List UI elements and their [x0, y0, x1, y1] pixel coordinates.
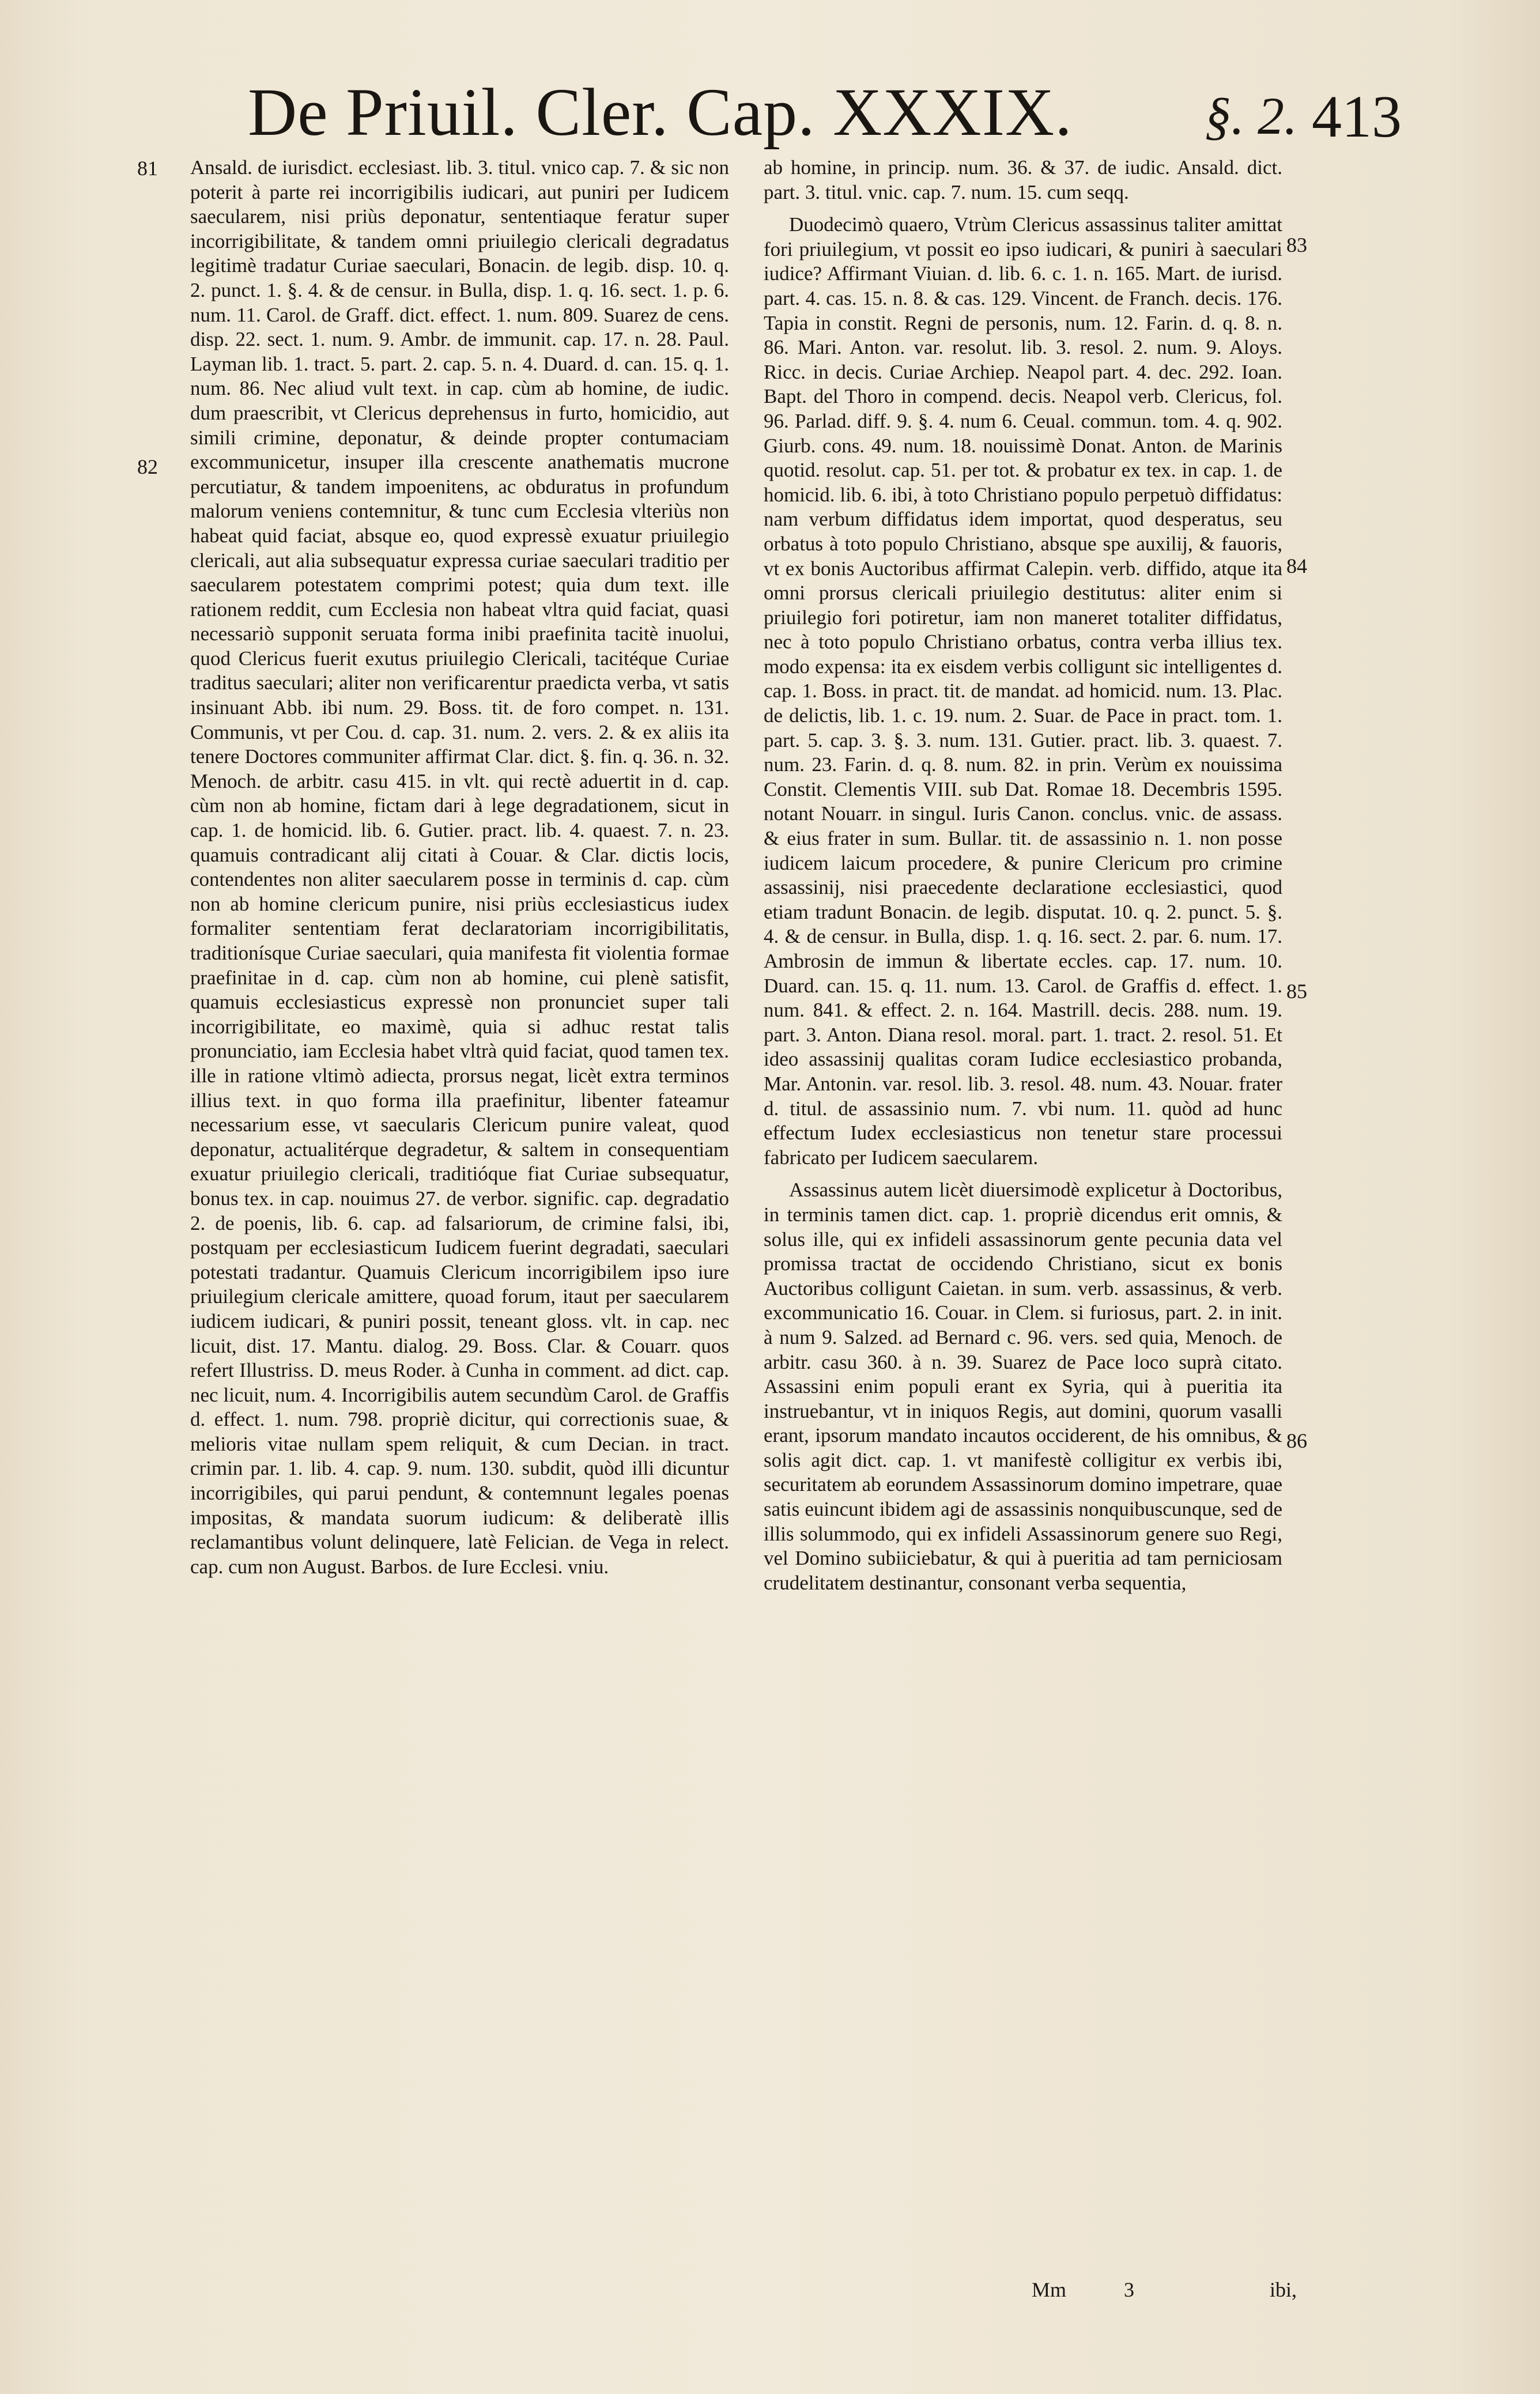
margin-number-86: 86 [1286, 1429, 1307, 1452]
right-paragraph-2: Duodecimò quaero, Vtrùm Clericus assassinus taliter amittat fori priuilegium, vt possit eo ipso iudicari, & puniri à saeculari iudice? Affirmant Viuian. d. lib. 6. c. 1. n. 165. Mart. de iurisd. part. 4. cas. 15. n. 8. & cas. 129. Vincent. de Franch. decis. 176. Tapia in constit. Regni de personis, num. 12. Farin. d. q. 8. n. 86. Mari. Anton. var. resolut. lib. 3. resol. 2. num. 9. Aloys. Ricc. in decis. Curiae Archiep. Neapol part. 4. dec. 292. Ioan. Bapt. del Thoro in compend. decis. Neapol verb. Clericus, fol. 96. Parlad. diff. 9. §. 4. num 6. Ceual. commun. tom. 4. q. 902. Giurb. cons. 49. num. 18. nouissimè Donat. Anton. de Marinis quotid. resolut. cap. 51. per tot. & probatur ex tex. in cap. 1. de homicid. lib. 6. ibi, à toto Christiano populo perpetuò diffidatus: nam verbum diffidatus idem importat, quod desperatus, seu orbatus à toto populo Christiano, absque spe auxilij, & fauoris, vt ex bonis Auctoribus affirmat Calepin. verb. diffido, atque ita omni prorsus clericali priuilegio destitutus: aliter enim si priuilegio fori potiretur, iam non maneret totaliter diffidatus, nec à toto populo Christiano orbatus, contra verba illius tex. modo expensa: ita ex eisdem verbis colligunt sic intelligentes d. cap. 1. Boss. in pract. tit. de mandat. ad homicid. num. 13. Plac. de delictis, lib. 1. c. 19. num. 2. Suar. de Pace in pract. tom. 1. part. 5. cap. 3. §. 3. num. 131. Gutier. pract. lib. 3. quaest. 7. num. 23. Farin. d. q. 8. num. 82. in prin. Verùm ex nouissima Constit. Clementis VIII. sub Dat. Romae 18. Decembris 1595. notant Nouarr. in singul. Iuris Canon. conclus. vnic. de assass. & eius frater in sum. Bullar. tit. de assassinio n. 1. non posse iudicem laicum procedere, & punire Clericum pro crimine assassinij, nisi praecedente declaratione ecclesiastici, quod etiam tradunt Bonacin. de legib. disputat. 10. q. 2. punct. 5. §. 4. & de censur. in Bulla, disp. 1. q. 16. sect. 2. par. 6. num. 17. Ambrosin de immun & libertate eccles. cap. 17. num. 10. Duard. can. 15. q. 11. num. 13. Carol. de Graffis d. effect. 1. num. 841. & effect. 2. n. 164. Mastrill. decis. 288. num. 19. part. 3. Anton. Diana resol. moral. part. 1. tract. 2. resol. 51. Et ideo assassinij qualitas coram Iudice ecclesiastico probanda, Mar. Antonin. var. resol. lib. 3. resol. 48. num. 43. Nouar. frater d. titul. de assassinio num. 7. vbi num. 11. quòd ad hunc effectum Iudex ecclesiasticus non tenetur stare processui fabricato per Iudicem saecularem. [764, 213, 1282, 1169]
section-mark: §. 2. [1205, 86, 1297, 145]
right-paragraph-1: ab homine, in princip. num. 36. & 37. de iudic. Ansald. dict. part. 3. titul. vnic. cap. 7. num. 15. cum seqq. [764, 156, 1282, 203]
signature-line [1032, 2278, 1297, 2305]
right-column [764, 156, 1282, 1603]
folio-number: 413 [1312, 84, 1402, 150]
margin-number-83: 83 [1286, 233, 1307, 256]
margin-number-82: 82 [137, 455, 158, 478]
margin-number-81: 81 [137, 157, 158, 180]
left-column [190, 156, 729, 1587]
margin-number-84: 84 [1286, 554, 1307, 577]
catchword: ibi, [1269, 2278, 1297, 2301]
left-paragraph: Ansald. de iurisdict. ecclesiast. lib. 3. titul. vnico cap. 7. & sic non poterit à parte rei incorrigibilis iudicari, aut puniri per Iudicem saecularem, nisi priùs deponatur, sententiaque feratur super incorrigibilitate, & tandem omni priuilegio clericali degradatus legitimè tradatur Curiae saeculari, Bonacin. de legib. disp. 10. q. 2. punct. 1. §. 4. & de censur. in Bulla, disp. 1. q. 16. sect. 1. p. 6. num. 11. Carol. de Graff. dict. effect. 1. num. 809. Suarez de cens. disp. 22. sect. 1. num. 9. Ambr. de immunit. cap. 17. n. 28. Paul. Layman lib. 1. tract. 5. part. 2. cap. 5. n. 4. Duard. d. can. 15. q. 1. num. 86. Nec aliud vult text. in cap. cùm ab homine, de iudic. dum praescribit, vt Clericus deprehensus in furto, homicidio, aut simili crimine, deponatur, & deinde propter contumaciam excommunicetur, insuper illa crescente anathematis mucrone percutiatur, & tandem impoenitens, ac obduratus in profundum malorum veniens contemnitur, & tunc cum Ecclesia vlteriùs non habeat quid faciat, absque eo, quod expressè exuatur priuilegio clericali, aut alia subsequatur expressa curiae saeculari traditio per saecularem potestatem comprimi potest; quia dum text. ille rationem reddit, cum Ecclesia non habeat vltra quid faciat, quasi necessariò supponit seruata forma inibi praefinita tacitè inuolui, quod Clericus fuerit exutus priuilegio Clericali, tacitéque Curiae traditus saeculari; aliter non verificarentur praedicta verba, vt satis insinuant Abb. ibi num. 29. Boss. tit. de foro compet. n. 131. Communis, vt per Cou. d. cap. 31. num. 2. vers. 2. & ex aliis ita tenere Doctores communiter affirmat Clar. dict. §. fin. q. 36. n. 32. Menoch. de arbitr. casu 415. in vlt. qui rectè aduertit in d. cap. cùm non ab homine, fictam dari à lege degradationem, sicut in cap. 1. de homicid. lib. 6. Gutier. pract. lib. 4. quaest. 7. n. 23. quamuis contradicant alij citati à Couar. & Clar. dictis locis, contendentes non aliter saecularem posse in terminis d. cap. cùm non ab homine clericum punire, nisi priùs ecclesiasticus iudex formaliter sententiam ferat declaratoriam incorrigibilitatis, traditionísque Curiae saeculari, quia manifesta fit violentia formae praefinitae in d. cap. cùm non ab homine, cui plenè satisfit, quamuis ecclesiasticus expressè non pronunciet super tali incorrigibilitate, eo maximè, quia si adhuc restat talis pronunciatio, iam Ecclesia habet vltrà quid faciat, quod tamen tex. ille in ratione vltimò adiecta, prorsus negat, licèt extra terminos illius text. in quo forma illa praefinitur, libenter fateamur necessarium esse, vt saecularis Clericum punire valeat, quod deponatur, actualitérque degradetur, & saltem in consequentiam exuatur priuilegio clericali, traditióque fiat Curiae subsequatur, bonus tex. in cap. nouimus 27. de verbor. signific. cap. degradatio 2. de poenis, lib. 6. cap. ad falsariorum, de crimine falsi, ibi, postquam per ecclesiasticum Iudicem fuerint degradati, saeculari potestati tradantur. Quamuis Clericum incorrigibilem ipso iure priuilegium clericale amittere, quoad forum, itaut per saecularem iudicem iudicari, & puniri possit, teneant gloss. vlt. in cap. nec licuit, dist. 17. Mantu. dialog. 29. Boss. Clar. & Couarr. quos refert Illustriss. D. meus Roder. à Cunha in comment. ad dict. cap. nec licuit, num. 4. Incorrigibilis autem secundùm Carol. de Graffis d. effect. 1. num. 798. propriè dicitur, qui correctionis suae, & melioris vitae nullam spem reliquit, & cum Decian. in tract. crimin par. 1. lib. 4. cap. 9. num. 130. subdit, quòd illi dicuntur incorrigibiles, qui parui pendunt, & contemnunt legales poenas impositas, & mandata suorum iudicum: & deliberatè illis reclamantibus volunt delinquere, latè Felician. de Vega in relect. cap. cum non August. Barbos. de Iure Ecclesi. vniu. [190, 156, 729, 1578]
margin-number-85: 85 [1286, 980, 1307, 1003]
signature-mark: Mm [1032, 2278, 1067, 2301]
right-paragraph-3: Assassinus autem licèt diuersimodè explicetur à Doctoribus, in terminis tamen dict. cap. 1. propriè dicendus erit omnis, & solus ille, qui ex infideli assassinorum gente pecunia data vel promissa tractat de occidendo Christiano, sicut ex bonis Auctoribus colligunt Caietan. in sum. verb. assassinus, & verb. excommunicatio 16. Couar. in Clem. si furiosus, part. 2. in init. à num 9. Salzed. ad Bernard c. 96. vers. sed quia, Menoch. de arbitr. casu 360. à n. 39. Suarez de Pace loco suprà citato. Assassini enim populi erant ex Syria, qui à pueritia ita instruebantur, vt in iniquos Regis, aut domini, quorum vasalli erant, ipsorum mandato incautos occiderent, de his omnibus, & solis agit dict. cap. 1. vt manifestè colligitur ex verbis ibi, securitatem ab eorundem Assassinorum domino impetrare, quae satis euincunt ibidem agi de assassinis nonquibuscunque, sed de illis solummodo, qui ex infideli Assassinorum genere suo Regi, vel Domino subiiciebatur, & qui à pueritia ad tam perniciosam crudelitatem destinantur, consonant verba sequentia, [764, 1179, 1282, 1594]
signature-number: 3 [1124, 2278, 1134, 2301]
running-title: De Priuil. Cler. Cap. XXXIX. [248, 74, 1073, 150]
page-header [248, 75, 1425, 150]
